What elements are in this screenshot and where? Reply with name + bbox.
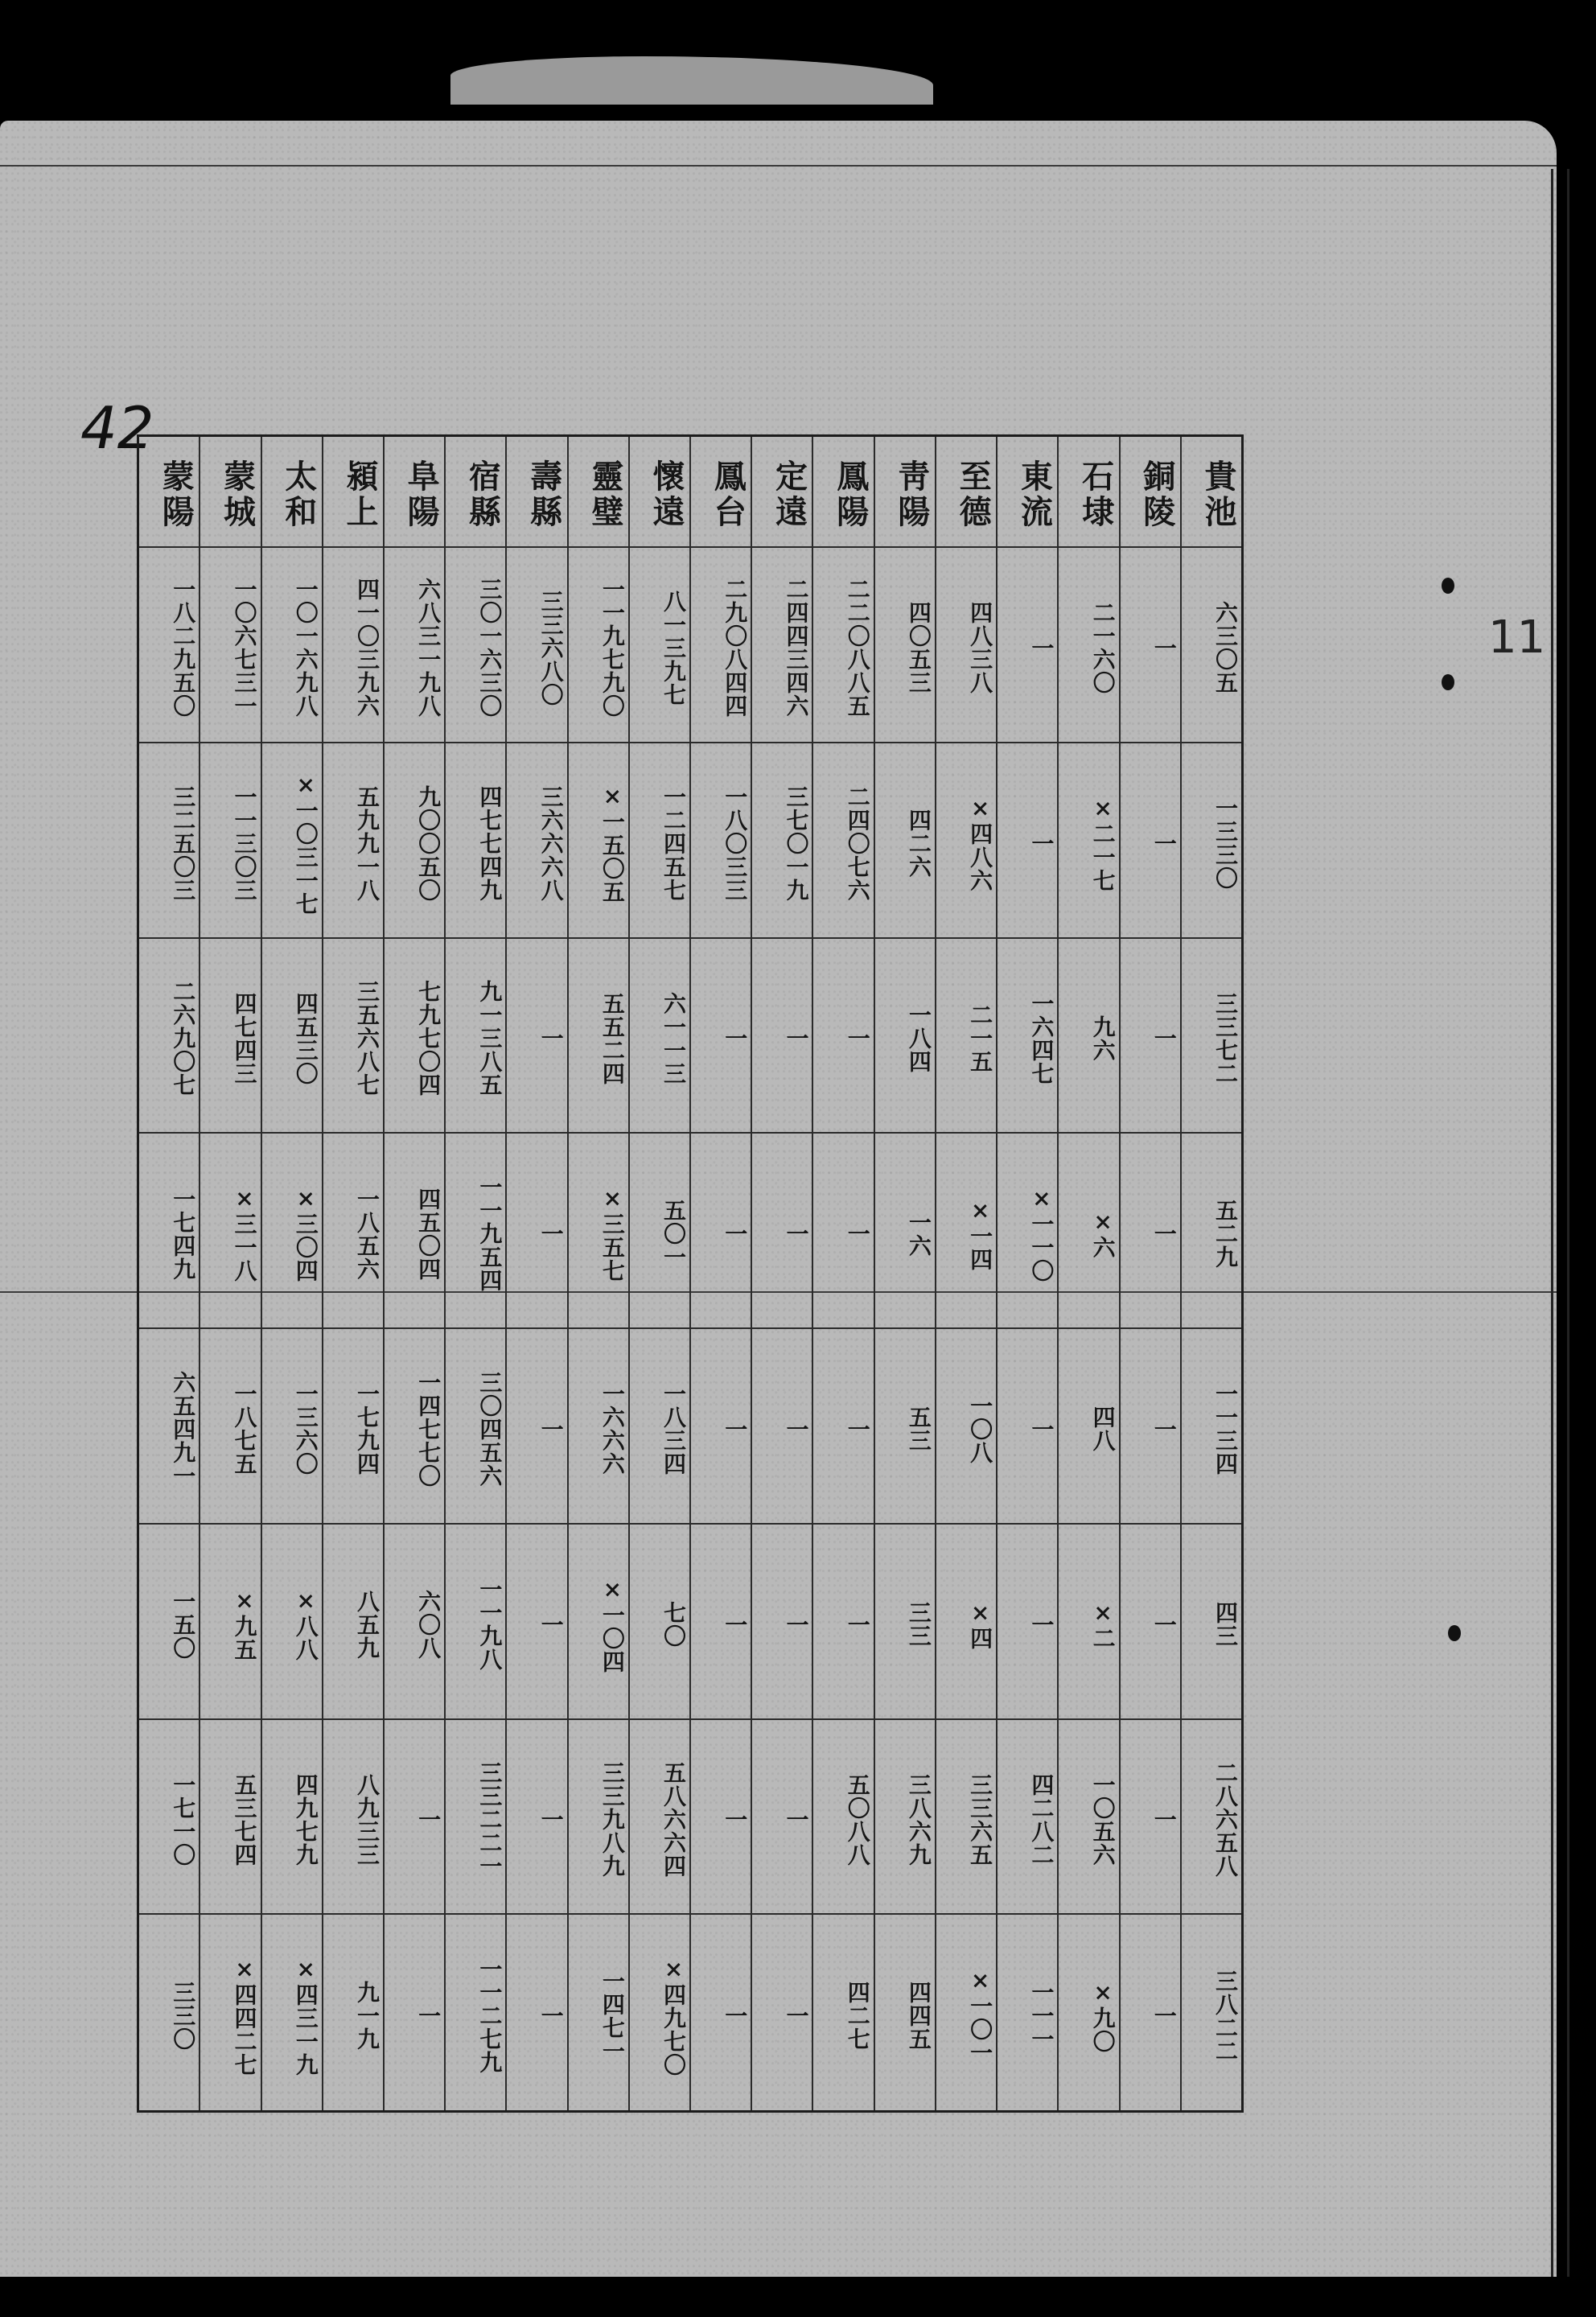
table-cell: ×八八 xyxy=(262,1525,322,1720)
table-cell: 一〇五六 xyxy=(1059,1720,1118,1916)
table-cell: ×九五 xyxy=(200,1525,260,1720)
table-cell: 二四四三四六 xyxy=(752,548,812,743)
table-cell: 一 xyxy=(507,1134,566,1329)
top-fold-line xyxy=(0,165,1557,167)
table-cell: ×四三一九 xyxy=(292,1955,319,2076)
table-cell: ×一〇三一七 xyxy=(262,743,322,939)
table-cell: 一八四 xyxy=(875,939,935,1134)
page-number: 42 xyxy=(80,394,154,462)
table-column xyxy=(996,437,1057,2110)
table-cell: 三三七二 xyxy=(1182,939,1241,1134)
table-cell: 五〇一 xyxy=(630,1134,689,1329)
table-cell: 五三七四 xyxy=(200,1720,260,1916)
county-name: 蒙城 xyxy=(200,437,260,548)
table-cell: 一 xyxy=(752,1134,812,1329)
table-cell: 三二五〇三 xyxy=(139,743,199,939)
table-cell: 二四〇七六 xyxy=(813,743,873,939)
table-cell: 四五〇四 xyxy=(385,1134,444,1329)
table-cell: 七九七〇四 xyxy=(385,939,444,1134)
table-cell: 四二六 xyxy=(875,743,935,939)
table-cell: 四二七 xyxy=(844,1981,871,2052)
table-cell: ×二一七 xyxy=(1059,743,1118,939)
table-cell: 一 xyxy=(415,2004,442,2028)
county-name: 靈璧 xyxy=(569,437,628,548)
table-cell: 五二九 xyxy=(1182,1134,1241,1329)
table-cell: 四九七九 xyxy=(262,1720,322,1916)
table-cell: 一二四五七 xyxy=(630,743,689,939)
table-column xyxy=(935,437,996,2110)
table-cell: ×九〇 xyxy=(1089,1978,1117,2053)
table-cell: 三八六九 xyxy=(875,1720,935,1916)
table-cell: ×三一八 xyxy=(200,1134,260,1329)
table-cell: 五三 xyxy=(875,1329,935,1525)
table-cell: 一 xyxy=(813,1525,873,1720)
table-cell: 四一〇三九六 xyxy=(323,548,383,743)
table-cell: 二一五 xyxy=(936,939,996,1134)
table-cell: 一一一 xyxy=(1028,1981,1055,2052)
table-cell: 二二〇八八五 xyxy=(813,548,873,743)
county-name: 鳳陽 xyxy=(813,437,873,548)
table-column xyxy=(689,437,751,2110)
table-cell: 一六四七 xyxy=(998,939,1057,1134)
table-column xyxy=(505,437,566,2110)
table-cell: 一 xyxy=(813,1329,873,1525)
table-cell: 三三〇 xyxy=(170,1981,197,2052)
right-edge-line-2 xyxy=(1567,169,1569,2277)
table-cell: 八九三三 xyxy=(323,1720,383,1916)
table-cell: 六五四九一 xyxy=(139,1329,199,1525)
table-cell: 一 xyxy=(691,1720,751,1916)
county-name: 懷遠 xyxy=(630,437,689,548)
table-cell: 一 xyxy=(752,939,812,1134)
county-name: 東流 xyxy=(998,437,1057,548)
table-cell: 九一三八五 xyxy=(446,939,505,1134)
table-cell: 一 xyxy=(1121,1329,1180,1525)
county-name: 貴池 xyxy=(1182,437,1241,548)
table-cell: 六〇八 xyxy=(385,1525,444,1720)
table-cell: 一一三〇三 xyxy=(200,743,260,939)
table-cell: 七〇 xyxy=(630,1525,689,1720)
table-cell: 一六六六 xyxy=(569,1329,628,1525)
table-cell: 六八三一九八 xyxy=(385,548,444,743)
table-cell: 一 xyxy=(722,2004,749,2028)
table-cell: ×一〇一 xyxy=(967,1967,994,2065)
table-cell: 一 xyxy=(507,1525,566,1720)
county-name: 阜陽 xyxy=(385,437,444,548)
table-cell: 三七〇一九 xyxy=(752,743,812,939)
table-cell: 一 xyxy=(507,1720,566,1916)
table-cell: 一 xyxy=(813,939,873,1134)
table-cell: 八五九 xyxy=(323,1525,383,1720)
table-cell: 一 xyxy=(998,548,1057,743)
table-cell: 一 xyxy=(783,2004,810,2028)
table-cell: 一 xyxy=(537,2004,565,2028)
table-column xyxy=(261,437,322,2110)
table-column xyxy=(199,437,260,2110)
county-name: 至德 xyxy=(936,437,996,548)
table-cell: 八一三九七 xyxy=(630,548,689,743)
table-column xyxy=(1180,437,1241,2110)
table-cell: ×四九七〇 xyxy=(660,1955,688,2076)
county-name: 銅陵 xyxy=(1121,437,1180,548)
table-cell: 一 xyxy=(1121,939,1180,1134)
table-cell: 一八七五 xyxy=(200,1329,260,1525)
table-cell: 一 xyxy=(752,1329,812,1525)
table-cell: 一 xyxy=(998,1525,1057,1720)
table-cell: ×四八六 xyxy=(936,743,996,939)
table-column xyxy=(567,437,628,2110)
table-cell: 四三 xyxy=(1182,1525,1241,1720)
table-cell: 二一六〇 xyxy=(1059,548,1118,743)
right-edge-line xyxy=(1551,169,1553,2277)
table-column xyxy=(1119,437,1180,2110)
table-cell: 三五六八七 xyxy=(323,939,383,1134)
table-cell: 九一九 xyxy=(353,1981,380,2052)
punch-mark xyxy=(1442,674,1454,690)
table-cell: ×一四 xyxy=(936,1134,996,1329)
table-cell: 一 xyxy=(813,1134,873,1329)
table-cell: 一一九七九〇 xyxy=(569,548,628,743)
table-column xyxy=(1057,437,1118,2110)
table-cell: 四四五 xyxy=(905,1981,932,2052)
table-cell: 二八六五八 xyxy=(1182,1720,1241,1916)
table-cell: 五五二四 xyxy=(569,939,628,1134)
table-cell: ×三五七 xyxy=(569,1134,628,1329)
table-cell: 一四七七〇 xyxy=(385,1329,444,1525)
county-name: 太和 xyxy=(262,437,322,548)
table-cell: 六一一三 xyxy=(630,939,689,1134)
table-cell: 一一三四 xyxy=(1182,1329,1241,1525)
table-cell: 一 xyxy=(1121,1134,1180,1329)
table-cell: 一七四九 xyxy=(139,1134,199,1329)
table-cell: 一八〇三三 xyxy=(691,743,751,939)
table-cell: ×一〇四 xyxy=(569,1525,628,1720)
table-column xyxy=(139,437,199,2110)
county-name: 靑陽 xyxy=(875,437,935,548)
table-cell: 三三二二一 xyxy=(446,1720,505,1916)
table-cell: 一六 xyxy=(875,1134,935,1329)
table-cell: 一七一〇 xyxy=(139,1720,199,1916)
county-name: 石埭 xyxy=(1059,437,1118,548)
table-cell: 一四七一 xyxy=(598,1969,626,2063)
table-cell: 二九〇八四四 xyxy=(691,548,751,743)
table-cell: 一五〇 xyxy=(139,1525,199,1720)
torn-page-edge xyxy=(450,56,933,105)
table-cell: 三〇一六三〇 xyxy=(446,548,505,743)
table-cell: 一〇一六九八 xyxy=(262,548,322,743)
county-name: 宿縣 xyxy=(446,437,505,548)
table-cell: 四〇五三 xyxy=(875,548,935,743)
table-cell: 一七九四 xyxy=(323,1329,383,1525)
table-cell: 三三六八〇 xyxy=(507,548,566,743)
table-cell: 三八二二 xyxy=(1212,1969,1239,2063)
statistics-table xyxy=(137,434,1244,2113)
county-name: 鳳台 xyxy=(691,437,751,548)
table-cell: 三三九八九 xyxy=(569,1720,628,1916)
table-cell: 一 xyxy=(752,1525,812,1720)
table-cell: 一八五六 xyxy=(323,1134,383,1329)
table-cell: ×四四二七 xyxy=(231,1955,258,2076)
table-cell: ×三〇四 xyxy=(262,1134,322,1329)
table-cell: 一 xyxy=(691,1525,751,1720)
table-cell: ×一五〇五 xyxy=(569,743,628,939)
table-cell: 一 xyxy=(1150,2004,1178,2028)
table-cell: 一 xyxy=(507,1329,566,1525)
table-cell: 九六 xyxy=(1059,939,1118,1134)
punch-mark xyxy=(1442,578,1454,594)
table-cell: 一 xyxy=(1121,1720,1180,1916)
table-cell: 三六六六八 xyxy=(507,743,566,939)
table-cell: 一八二九五〇 xyxy=(139,548,199,743)
table-cell: 四八 xyxy=(1059,1329,1118,1525)
table-cell: 五九九一八 xyxy=(323,743,383,939)
margin-mark: 11 xyxy=(1488,611,1546,664)
table-cell: 一八三四 xyxy=(630,1329,689,1525)
table-cell: 四七四三 xyxy=(200,939,260,1134)
table-cell: 一 xyxy=(691,1329,751,1525)
table-cell: 一 xyxy=(385,1720,444,1916)
table-cell: 三〇四五六 xyxy=(446,1329,505,1525)
table-column xyxy=(751,437,812,2110)
table-cell: 一三三〇 xyxy=(1182,743,1241,939)
county-name: 蒙陽 xyxy=(139,437,199,548)
table-cell: 四二八二 xyxy=(998,1720,1057,1916)
table-cell: 三三六五 xyxy=(936,1720,996,1916)
table-cell: 一 xyxy=(752,1720,812,1916)
table-column xyxy=(444,437,505,2110)
table-cell: 四八三八 xyxy=(936,548,996,743)
punch-mark xyxy=(1448,1625,1461,1641)
table-cell: 一 xyxy=(998,1329,1057,1525)
table-cell: 四五三〇 xyxy=(262,939,322,1134)
table-cell: 三三 xyxy=(875,1525,935,1720)
county-name: 定遠 xyxy=(752,437,812,548)
county-name: 壽縣 xyxy=(507,437,566,548)
table-cell: 四七七四九 xyxy=(446,743,505,939)
table-column xyxy=(383,437,444,2110)
table-cell: 九〇〇五〇 xyxy=(385,743,444,939)
table-cell: ×一一〇 xyxy=(998,1134,1057,1329)
table-cell: 一 xyxy=(998,743,1057,939)
table-cell: 一三六〇 xyxy=(262,1329,322,1525)
table-cell: 五〇八八 xyxy=(813,1720,873,1916)
table-cell: 一 xyxy=(507,939,566,1134)
table-cell: 一 xyxy=(1121,743,1180,939)
county-name: 潁上 xyxy=(323,437,383,548)
table-cell: 一 xyxy=(1121,548,1180,743)
table-cell: ×四 xyxy=(936,1525,996,1720)
table-cell: 一 xyxy=(691,1134,751,1329)
table-column xyxy=(322,437,383,2110)
table-cell: 一〇六七三一 xyxy=(200,548,260,743)
table-column xyxy=(874,437,935,2110)
table-cell: 一 xyxy=(1121,1525,1180,1720)
table-cell: 二六九〇七 xyxy=(139,939,199,1134)
table-cell: 一一九五四 xyxy=(446,1134,505,1329)
table-cell: 一〇八 xyxy=(936,1329,996,1525)
table-cell: 五八六六四 xyxy=(630,1720,689,1916)
table-column xyxy=(812,437,873,2110)
table-column xyxy=(628,437,689,2110)
table-cell: ×二 xyxy=(1059,1525,1118,1720)
table-cell: ×六 xyxy=(1059,1134,1118,1329)
table-cell: 一 xyxy=(691,939,751,1134)
table-cell: 一一二七九 xyxy=(476,1957,504,2075)
table-cell: 一一九八 xyxy=(446,1525,505,1720)
table-cell: 六三〇五 xyxy=(1182,548,1241,743)
